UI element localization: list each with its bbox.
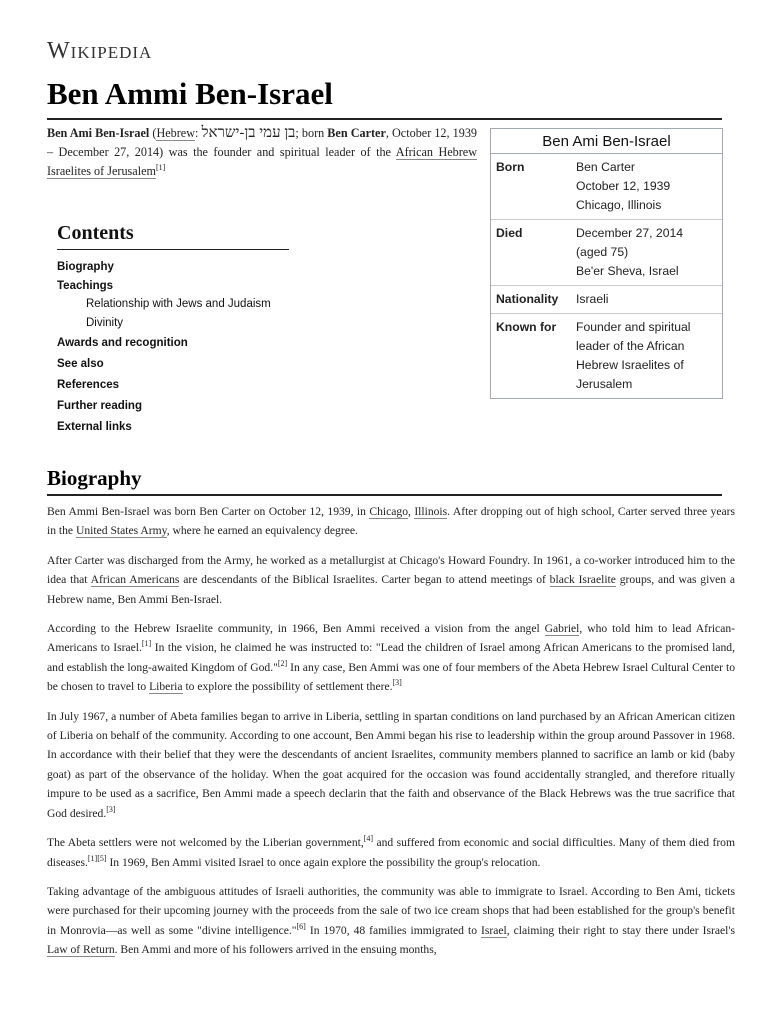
ref-2[interactable]: [2] <box>277 658 288 668</box>
infobox-value <box>571 286 722 314</box>
ref-3[interactable]: [3] <box>106 804 116 814</box>
text: In 1970, 48 families immigrated to <box>305 923 477 937</box>
infobox-line: Be'er Sheva, Israel <box>576 264 679 278</box>
infobox-line: Founder and spiritual <box>576 320 691 334</box>
infobox-line: (aged 75) <box>576 245 629 259</box>
infobox-table <box>491 154 722 398</box>
link-illinois[interactable]: Illinois <box>414 505 448 518</box>
toc-item-external-links[interactable]: External links <box>57 421 132 433</box>
lead-text: was the founder and spiritual leader of the <box>168 145 391 159</box>
infobox-label: Born <box>496 160 525 174</box>
toc-item-teachings[interactable]: Teachings <box>57 280 114 292</box>
text: to explore the possibility of settlement there. <box>182 680 393 694</box>
infobox-line: leader of the African <box>576 339 685 353</box>
text: , claiming their right to stay there under Israel's <box>506 923 735 937</box>
infobox-label: Known for <box>491 314 571 399</box>
biography-paragraph-5 <box>47 833 735 872</box>
born-prefix: born <box>301 126 325 140</box>
infobox-row-known-for <box>491 314 722 399</box>
birth-name: Ben Carter <box>327 126 386 140</box>
text: In 1969, Ben Ammi visited Israel to once again explore the possibility the group's relocation. <box>106 855 541 869</box>
text: In any case, Ben Ammi was one of four members of the Abeta Hebrew Israel Cultural Center to be chosen to travel to <box>47 660 736 694</box>
link-african-americans[interactable]: African Americans <box>90 573 180 587</box>
text: Taking advantage of the ambiguous attitudes of Israeli authorities, the community was able to immigrate to Israel. According to Ben Ami, tickets were purchased for their upcoming journey with the proceeds from the sale of two ice cream shops that had been established for the group's benefit in Monrovia—as well as some "divine intelligence." <box>47 884 735 937</box>
toc-item-references[interactable]: References <box>57 379 120 391</box>
link-african-hebrew-israelites[interactable]: African Hebrew Israelites of Jerusalem <box>47 145 478 178</box>
text: Ben Ammi Ben-Israel was born Ben Carter on October 12, 1939, in <box>47 505 366 518</box>
ref-1-5[interactable]: [1][5] <box>87 853 107 863</box>
link-hebrew[interactable]: Hebrew <box>156 126 196 140</box>
infobox-title: Ben Ami Ben-Israel <box>491 129 722 154</box>
infobox-row-nationality <box>491 286 722 314</box>
infobox-value <box>571 314 722 399</box>
infobox-value <box>571 154 722 220</box>
link-law-of-return[interactable]: Law of Return <box>47 943 115 957</box>
ref-1[interactable]: [1] <box>141 639 152 649</box>
biography-paragraph-3 <box>47 619 735 697</box>
text: The Abeta settlers were not welcomed by the Liberian government, <box>47 836 364 850</box>
ref-3[interactable]: [3] <box>392 678 402 688</box>
lead-name: Ben Ami Ben-Israel <box>47 126 150 140</box>
ref-1[interactable]: [1] <box>155 162 166 172</box>
link-liberia[interactable]: Liberia <box>149 680 183 694</box>
infobox-line: Hebrew Israelites of <box>576 358 684 372</box>
biography-paragraph-1: Ben Ammi Ben-Israel was born Ben Carter on October 12, 1939, in Chicago, Illinois. After dropping out of high school, Carter served three years in the United States Army, where he earned an equivalency degree. <box>47 505 735 538</box>
text: In the vision, he claimed he was instructed to: "Lead the children of Israel among African Americans to the promised land, and establish the long-awaited Kingdom of God." <box>47 641 735 674</box>
text: groups, and was given a Hebrew name, Ben Ammi Ben-Israel. <box>47 573 735 606</box>
infobox-line: Jerusalem <box>576 377 633 391</box>
hebrew-name: בן עמי בן-ישראל <box>201 125 296 141</box>
text: According to the Hebrew Israelite community, in 1966, Ben Ammi received a vision from the angel <box>47 622 540 636</box>
infobox-label: Died <box>491 220 571 286</box>
infobox-value <box>571 220 722 286</box>
biography-paragraph-6 <box>47 882 735 960</box>
infobox-line: October 12, 1939 <box>576 179 671 193</box>
text: , who told him to lead African-Americans to Israel. <box>47 622 735 655</box>
biography-body <box>47 502 735 970</box>
biography-paragraph-2 <box>47 551 735 609</box>
text: After Carter was discharged from the Army, he worked as a metallurgist at Chicago's Howard Foundry. In 1961, a co-worker introduced him to the idea that <box>47 553 735 587</box>
section-heading-biography: Biography <box>47 466 722 496</box>
text: and suffered from economic and social difficulties. Many of them died from diseases. <box>47 836 736 869</box>
infobox-line: Ben Carter <box>576 160 635 174</box>
toc-item-awards[interactable]: Awards and recognition <box>57 337 188 349</box>
link-israel[interactable]: Israel <box>481 923 507 937</box>
link-gabriel[interactable]: Gabriel <box>544 622 580 636</box>
toc-item-further-reading[interactable]: Further reading <box>57 400 142 412</box>
text: are descendants of the Biblical Israelites. Carter began to attend meetings of <box>183 573 546 587</box>
infobox-row-born <box>491 154 722 220</box>
ref-4[interactable]: [4] <box>363 834 374 844</box>
toc-item-divinity[interactable]: Divinity <box>86 317 124 329</box>
link-chicago[interactable]: Chicago <box>369 505 408 518</box>
link-us-army[interactable]: United States Army <box>76 524 167 538</box>
infobox <box>490 128 723 399</box>
biography-paragraph-4 <box>47 707 735 823</box>
toc-title: Contents <box>57 222 289 250</box>
wikipedia-wordmark[interactable]: Wikipedia <box>47 38 153 64</box>
text: , where he earned an equivalency degree. <box>166 524 358 538</box>
text: . Ben Ammi and more of his followers arrived in the ensuing months, <box>114 943 437 957</box>
lead-paragraph: Ben Ami Ben-Israel (Hebrew: בן עמי בן-ישראל; born Ben Carter, October 12, 1939 – December 27, 2014) was the founder and spiritual leader of the African Hebrew Israelites of Jerusalem[1] <box>47 125 478 178</box>
infobox-line: Israeli <box>576 292 609 306</box>
toc-item-biography[interactable]: Biography <box>57 261 114 273</box>
infobox-row-died <box>491 220 722 286</box>
ref-6[interactable]: [6] <box>296 921 306 931</box>
infobox-line: Chicago, Illinois <box>576 198 662 212</box>
text: In July 1967, a number of Abeta families began to arrive in Liberia, settling in spartan conditions on land purchased by an African American citizen of Liberia on behalf of the community. According to one account, Ben Ammi began his rise to leadership within the group around Passover in 1968. In accordance with their belief that they were the descendants of ancient Israelites, community members planned to sacrifice an lamb or kid (baby goat) as part of the observance of the holiday. When the goat acquired for the occasion was found accidentally strangled, and therefore ritually impure to be used as a sacrifice, Ben Ammi made a speech declarin that the faith and observance of the Black Hebrews was the true sacrifice that God desired. <box>47 709 735 820</box>
lead-dates: October 12, 1939 – December 27, 2014 <box>47 126 478 159</box>
toc-item-see-also[interactable]: See also <box>57 358 104 370</box>
link-black-israelite[interactable]: black Israelite <box>549 573 616 587</box>
text: . After dropping out of high school, Carter served three years in the <box>47 505 735 538</box>
table-of-contents <box>57 222 289 438</box>
infobox-label: Nationality <box>491 286 571 314</box>
infobox-line: December 27, 2014 <box>576 226 684 240</box>
page-title: Ben Ammi Ben-Israel <box>47 76 722 120</box>
toc-item-relationship-with-jews[interactable]: Relationship with Jews and Judaism <box>86 298 271 310</box>
